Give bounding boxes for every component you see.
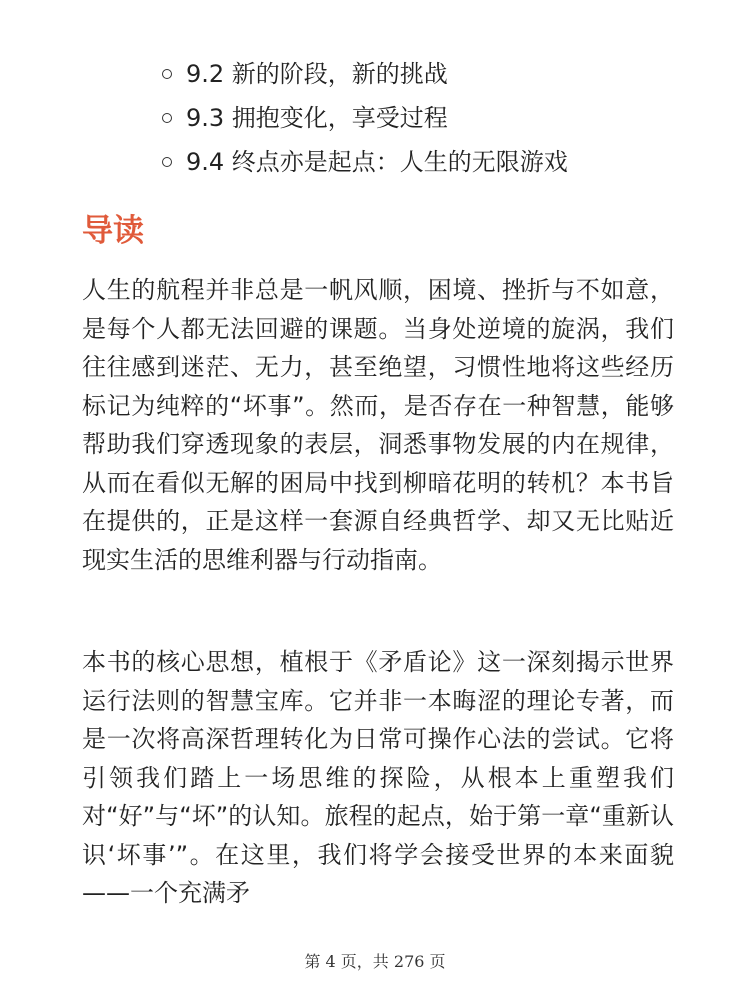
body-paragraph: 人生的航程并非总是一帆风顺，困境、挫折与不如意，是每个人都无法回避的课题。当身处逆境的旋涡，我们往往感到迷茫、无力，甚至绝望，习惯性地将这些经历标记为纯粹的“坏事”。然而，是否存在一种智慧，能够帮助我们穿透现象的表层，洞悉事物发展的内在规律，从而在看似无解的困局中找到柳暗花明的转机？本书旨在提供的，正是这样一套源自经典哲学、却又无比贴近现实生活的思维利器与行动指南。 — [82, 276, 674, 574]
section-heading: 导读 — [82, 213, 144, 249]
body-paragraph: 本书的核心思想，植根于《矛盾论》这一深刻揭示世界运行法则的智慧宝库。它并非一本晦涩的理论专著，而是一次将高深哲理转化为日常可操作心法的尝试。它将引领我们踏上一场思维的探险，从根本上重塑我们对“好”与“坏”的认知。旅程的起点，始于第一章“重新认识‘坏事’”。在这里，我们将学会接受世界的本来面貌——一个充满矛 — [82, 648, 674, 907]
toc-item[interactable] — [162, 140, 568, 184]
hollow-circle-bullet-icon — [162, 69, 172, 79]
toc-item-label: 9.2 新的阶段，新的挑战 — [186, 60, 448, 88]
hollow-circle-bullet-icon — [162, 157, 172, 167]
toc-item-label: 9.4 终点亦是起点：人生的无限游戏 — [186, 148, 568, 176]
hollow-circle-bullet-icon — [162, 113, 172, 123]
toc-item[interactable] — [162, 96, 568, 140]
toc-item[interactable] — [162, 52, 568, 96]
toc-item-label: 9.3 拥抱变化，享受过程 — [186, 104, 448, 132]
page-number-footer: 第 4 页，共 276 页 — [304, 952, 446, 971]
table-of-contents-list — [162, 52, 568, 184]
